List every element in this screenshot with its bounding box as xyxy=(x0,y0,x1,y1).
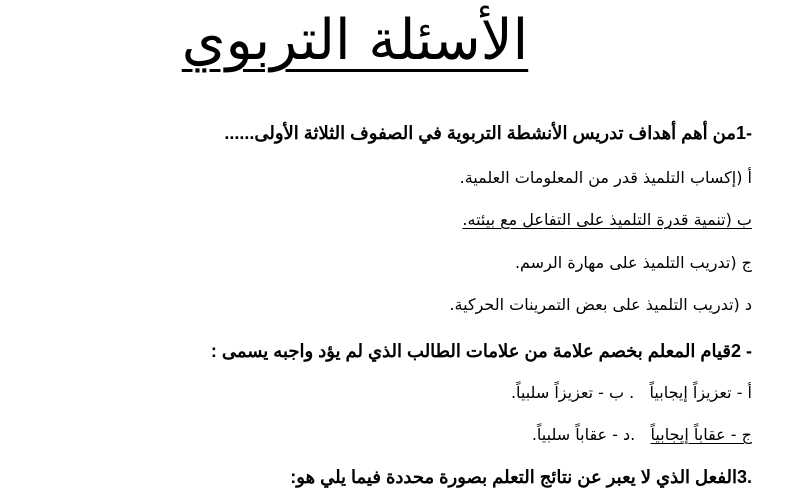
question-2-options-row-1 xyxy=(511,381,752,405)
question-2-option-c: ج - عقاباً إيجابياً xyxy=(650,425,752,444)
question-3: .3الفعل الذي لا يعبر عن نتائج التعلم بصورة محددة فيما يلي هو: xyxy=(290,467,752,487)
page-title-text: الأسئلة التربوي xyxy=(181,8,529,73)
question-2: - 2قيام المعلم بخصم علامة من علامات الطالب الذي لم يؤد واجبه يسمى : xyxy=(210,341,752,361)
question-1-option-d: د (تدريب التلميذ على بعض التمرينات الحركية. xyxy=(449,295,752,314)
question-2-option-a: أ - تعزيزاً إيجابياً xyxy=(649,383,752,402)
question-1-option-a: أ (إكساب التلميذ قدر من المعلومات العلمية. xyxy=(459,168,752,187)
page-title xyxy=(150,6,560,76)
question-2-option-b: . ب - تعزيزاً سلبياً. xyxy=(510,383,635,402)
question-1-option-c: ج (تدريب التلميذ على مهارة الرسم. xyxy=(514,253,752,272)
question-2-option-d: .د - عقاباً سلبياً. xyxy=(531,425,636,444)
question-2-options-row-2 xyxy=(532,423,752,447)
question-1: -1من أهم أهداف تدريس الأنشطة التربوية في الصفوف الثلاثة الأولى...... xyxy=(224,123,752,143)
question-1-option-b: ب (تنمية قدرة التلميذ على التفاعل مع بيئته. xyxy=(462,210,752,229)
